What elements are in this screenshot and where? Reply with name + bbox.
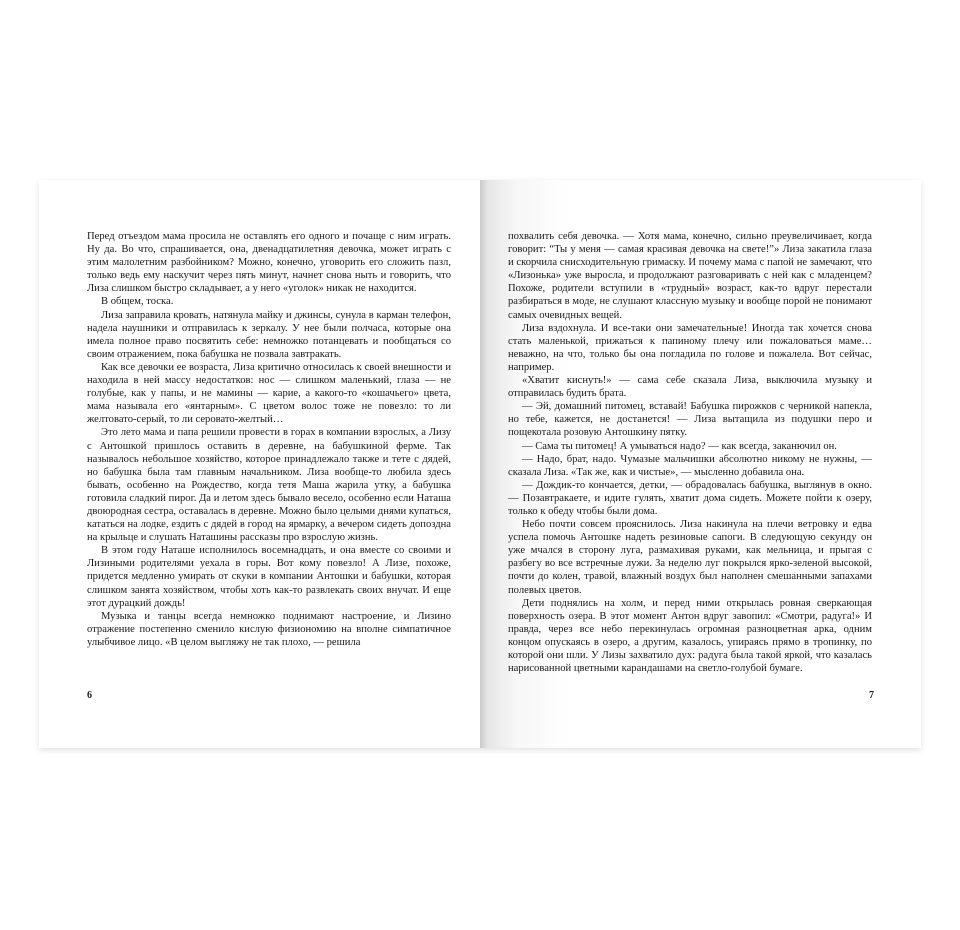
paragraph: Дети поднялись на холм, и перед ними открылась ровная сверкающая поверхность озера. В этот момент Антон вдруг завопил: «Смотри, радуга!» И правда, через все небо перекинулась огромная разноцветная арка, одним концом опускаясь в озеро, а другим, казалось, упираясь прямо в тропинку, по которой они шли. У Лизы захватило дух: радуга была такой яркой, что казалась нарисованной цветными карандашами на светло-голубой бумаге. bbox=[508, 597, 872, 675]
paragraph: Как все девочки ее возраста, Лиза критично относилась к своей внешности и находила в ней массу недостатков: нос — слишком маленький, глаза — не голубые, как у папы, и не мамины — карие, а какого-то «кошачьего» цвета, мама называла его «янтарным». С цветом волос тоже не повезло: то ли желтовато-серый, то ли серовато-желтый… bbox=[87, 361, 451, 426]
paragraph: Перед отъездом мама просила не оставлять его одного и почаще с ним играть. Ну да. Во что, спрашивается, она, двенадцатилетняя девочка, может играть с этим малолетним разбойником? Можно, конечно, уговорить его сложить пазл, только ведь ему наскучит через пять минут, начнет снова ныть и говорить, что Лиза слишком быстро складывает, а у него «уголок» никак не находится. bbox=[87, 231, 451, 295]
left-page bbox=[39, 180, 480, 748]
paragraph: — Дождик-то кончается, детки, — обрадовалась бабушка, выглянув в окно. — Позавтракаете, и идите гулять, хватит дома сидеть. Можете пойти к озеру, только к обеду чтобы были дома. bbox=[508, 479, 872, 517]
paragraph: — Сама ты питомец! А умываться надо? — как всегда, заканючил он. bbox=[522, 440, 837, 452]
page-number: 7 bbox=[869, 690, 874, 701]
book-spread bbox=[39, 180, 921, 748]
right-page-text bbox=[508, 230, 872, 675]
paragraph: Это лето мама и папа решили провести в горах в компании взрослых, а Лизу с Антошкой пришлось оставить в деревне, на бабушкиной ферме. Так называлось небольшое хозяйство, которое принадлежало также и тете с дядей, но бабушка была там главным начальником. Лиза вообще-то любила здесь бывать, особенно на Рождество, когда тетя Маша жарила утку, а бабушка готовила сладкий пирог. Да и летом здесь бывало весело, особенно если Наташа двоюродная сестра, оставалась в деревне. Можно было целыми днями купаться, кататься на лодке, ездить с дядей в город на ярмарку, а вечером сидеть допоздна на крыльце и слушать Наташины рассказы про взрослую жизнь. bbox=[87, 427, 451, 544]
paragraph: похвалить себя девочка. — Хотя мама, конечно, сильно преувеличивает, когда говорит: “Ты у меня — самая красивая девочка на свете!”» Лиза закатила глаза и скорчила снисходительную гримаску. И почему мама с папой не замечают, что «Лизонька» уже выросла, и продолжают разговаривать с ней как с младенцем? Похоже, родители вступили в «трудный» возраст, как-то вдруг перестали разбираться в моде, не слушают классную музыку и вообще порой не понимают самых очевидных вещей. bbox=[508, 231, 872, 321]
paragraph: — Надо, брат, надо. Чумазые мальчишки абсолютно никому не нужны, — сказала Лиза. «Так же, как и чистые», — мысленно добавила она. bbox=[508, 453, 872, 478]
left-page-text bbox=[87, 230, 451, 649]
paragraph: Лиза вздохнула. И все-таки они замечательные! Иногда так хочется снова стать маленькой, прижаться к папиному плечу или пожаловаться маме… неважно, на что, только бы она погладила по голове и пожалела. Вот сейчас, например. bbox=[508, 322, 872, 373]
paragraph: «Хватит киснуть!» — сама себе сказала Лиза, выключила музыку и отправилась будить брата. bbox=[508, 375, 872, 400]
page-number: 6 bbox=[87, 690, 92, 701]
paragraph: — Эй, домашний питомец, вставай! Бабушка пирожков с черникой напекла, но тебе, кажется, не достанется! — Лиза вытащила из подушки перо и пощекотала розовую Антошкину пятку. bbox=[508, 401, 872, 439]
right-page bbox=[480, 180, 921, 748]
paragraph: Небо почти совсем прояснилось. Лиза накинула на плечи ветровку и едва успела помочь Антошке надеть резиновые сапоги. В следующую секунду он уже мчался в сторону луга, размахивая руками, как мельница, и прыгая с разбегу во все встречные лужи. За неделю луг покрылся ярко-зеленой высокой, почти до колен, травой, влажный воздух был наполнен смешанными запахами полевых цветов. bbox=[508, 519, 872, 596]
paragraph: Музыка и танцы всегда немножко поднимают настроение, и Лизино отражение постепенно сменило кислую физиономию на вполне симпатичное улыбчивое лицо. «В целом выгляжу не так плохо, — решила bbox=[87, 610, 451, 648]
paragraph: Лиза заправила кровать, натянула майку и джинсы, сунула в карман телефон, надела наушники и отправилась к зеркалу. У нее были полчаса, которые она имела полное право посвятить себе: немножко потанцевать и пообщаться со своим отражением, пока бабушка не позвала завтракать. bbox=[87, 309, 451, 360]
paragraph: В общем, тоска. bbox=[101, 296, 174, 308]
paragraph: В этом году Наташе исполнилось восемнадцать, и она вместе со своими и Лизиными родителями уехала в горы. Вот кому повезло! А Лизе, похоже, придется медленно умирать от скуки в компании Антошки и бабушки, которая слишком занята хозяйством, чтобы хоть как-то развлекать своих внучат. И еще этот дурацкий дождь! bbox=[87, 545, 451, 609]
